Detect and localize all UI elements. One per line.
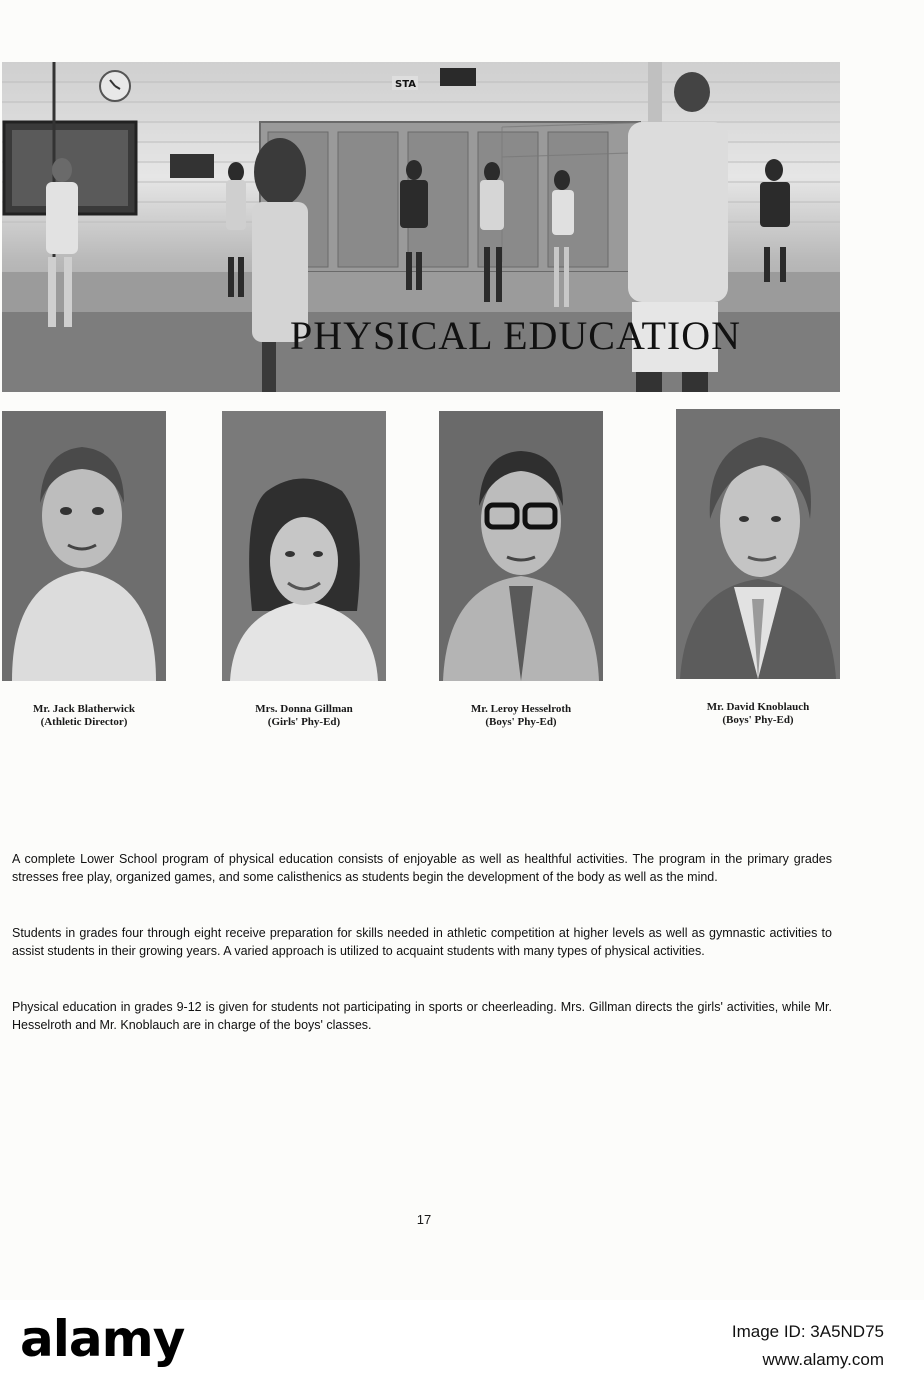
paragraph-grades-four-eight: Students in grades four through eight receive preparation for skills needed in athletic competition at higher levels as well as gymnastic activities to assist students in their growing years. A varied approach is utilized to acquaint students with many types of physical activities. [12,926,832,958]
gym-photo [2,62,840,392]
staff-role: (Girls' Phy-Ed) [267,716,341,728]
page-title: PHYSICAL EDUCATION [290,313,741,358]
image-id: Image ID: 3A5ND75 [731,1322,884,1341]
site-url: www.alamy.com [762,1350,884,1369]
staff-name: Mr. Leroy Hesselroth [470,703,572,715]
brand-logo: alamy [20,1310,185,1368]
staff-role: (Boys' Phy-Ed) [485,716,557,728]
exit-sign: STA [395,79,416,90]
staff-role: (Athletic Director) [40,716,128,728]
staff-role: (Boys' Phy-Ed) [722,714,794,726]
caption-leroy-hesselroth [421,703,621,729]
portrait-leroy-hesselroth [439,411,603,681]
paragraph-lower-school: A complete Lower School program of physical education consists of enjoyable as well as healthful activities. The program in the primary grades stresses free play, organized games, and some calisthenics as students begin the development of the body as well as the mind. [12,852,832,884]
caption-jack-blatherwick [0,703,184,729]
page-number: 17 [416,1212,432,1227]
portrait-jack-blatherwick [2,411,166,681]
staff-name: Mr. David Knoblauch [706,701,810,713]
staff-name: Mr. Jack Blatherwick [33,703,135,715]
portrait-donna-gillman [222,411,386,681]
watermark-footer [0,1300,924,1390]
paragraph-grades-nine-twelve: Physical education in grades 9-12 is given for students not participating in sports or cheerleading. Mrs. Gillman directs the girls' activities, while Mr. Hesselroth and Mr. Knoblauch are in charge of the boys' classes. [12,1000,832,1032]
staff-name: Mrs. Donna Gillman [255,703,353,715]
caption-david-knoblauch [658,701,858,727]
portrait-david-knoblauch [676,409,840,679]
caption-donna-gillman [204,703,404,729]
